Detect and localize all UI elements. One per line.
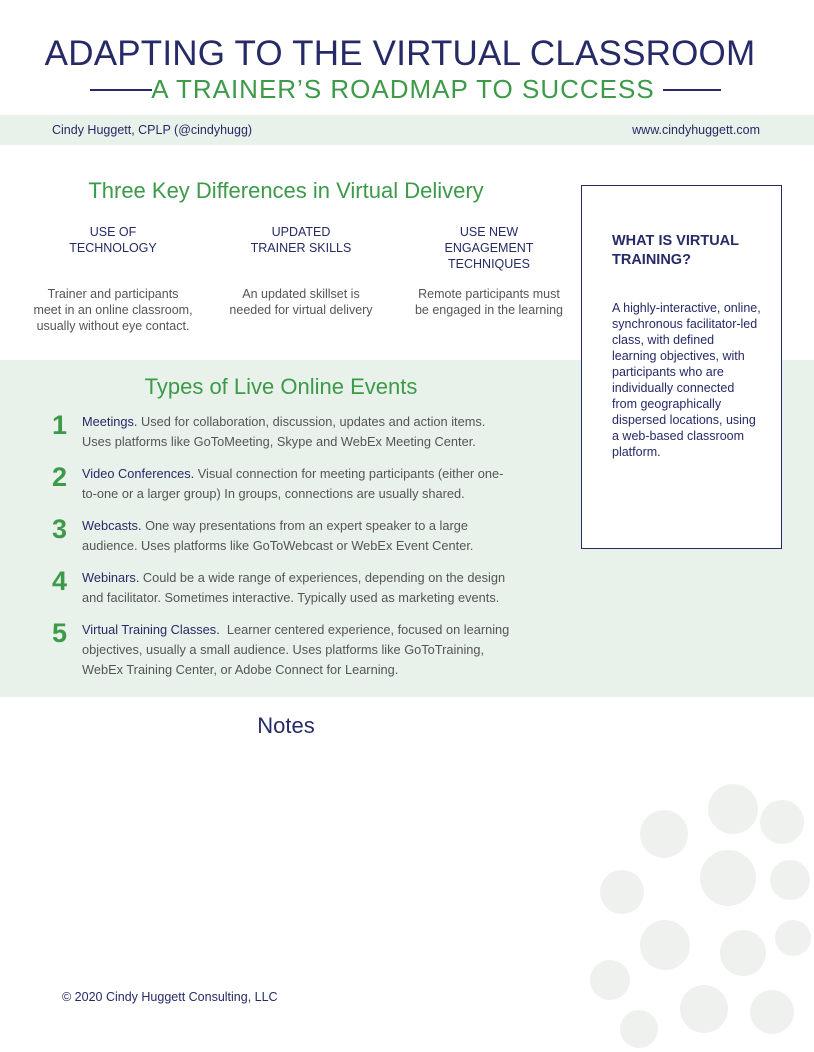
difference-title-line: ENGAGEMENT [444,241,534,255]
event-desc: One way presentations from an expert speaker to a large [141,518,469,533]
subtitle-row [0,74,814,106]
difference-item [206,224,396,318]
difference-title-line: USE NEW [459,225,519,239]
event-desc: Learner centered experience, focused on learning [219,622,510,637]
types-heading: Types of Live Online Events [144,374,418,399]
difference-title-line: UPDATED [271,225,331,239]
website-link[interactable]: www.cindyhuggett.com [632,123,760,137]
event-text [82,412,572,452]
event-line: Uses platforms like GoToMeeting, Skype and WebEx Meeting Center. [82,434,476,449]
difference-desc-line: meet in an online classroom, [33,303,193,317]
event-desc: Used for collaboration, discussion, updates and action items. [137,414,486,429]
author-band [0,115,814,145]
difference-desc-line: Remote participants must [418,287,560,301]
sidebar-heading: WHAT IS VIRTUAL TRAINING? [612,233,739,268]
difference-description [206,286,396,318]
event-text [82,516,572,556]
difference-title [206,224,396,286]
event-name: Virtual Training Classes. [82,622,220,637]
sidebar-text: A highly-interactive, online, synchronous facilitator-led class, with defined learning objectives, with participants who are individually connected from geographically dispersed locations, using a web-based classroom platform. [612,301,761,459]
event-name: Video Conferences. [82,466,195,481]
difference-title [18,224,208,286]
footer-copyright: © 2020 Cindy Huggett Consulting, LLC [62,990,278,1004]
event-text [82,620,572,680]
event-number: 3 [52,514,68,544]
author-name: Cindy Huggett, CPLP (@cindyhugg) [52,123,253,137]
difference-title-line: TECHNOLOGY [69,241,157,255]
notes-heading: Notes [257,713,315,738]
notes-area[interactable] [40,750,570,970]
page-title: ADAPTING TO THE VIRTUAL CLASSROOM [44,34,756,73]
event-line [82,620,572,640]
event-line: and facilitator. Sometimes interactive. Typically used as marketing events. [82,590,500,605]
page-subtitle: A TRAINER’S ROADMAP TO SUCCESS [151,74,655,104]
event-line: to-one or a larger group) In groups, connections are usually shared. [82,486,465,501]
event-name: Webinars. [82,570,140,585]
event-desc: Could be a wide range of experiences, depending on the design [139,570,506,585]
event-number: 2 [52,462,68,492]
event-line [82,412,572,432]
difference-title-line: TECHNIQUES [448,257,530,271]
event-text [82,464,572,504]
difference-item [18,224,208,334]
difference-title-line: TRAINER SKILLS [250,241,352,255]
difference-desc-line: be engaged in the learning [414,303,564,317]
event-line: objectives, usually a small audience. Uses platforms like GoToTraining, [82,642,485,657]
event-line: audience. Uses platforms like GoToWebcast or WebEx Event Center. [82,538,474,553]
definition-sidebar [581,185,782,549]
difference-desc-line: Trainer and participants [47,287,179,301]
event-number: 1 [52,410,68,440]
event-number: 4 [52,566,68,596]
event-line: WebEx Training Center, or Adobe Connect for Learning. [82,662,399,677]
difference-description [18,286,208,334]
event-name: Meetings. [82,414,138,429]
event-line [82,464,572,484]
event-number: 5 [52,618,68,648]
difference-title [394,224,584,286]
event-name: Webcasts. [82,518,142,533]
subtitle-rule-right [663,89,721,91]
difference-item [394,224,584,318]
event-line [82,516,572,536]
differences-heading: Three Key Differences in Virtual Delivery [88,178,484,203]
difference-desc-line: usually without eye contact. [36,319,190,333]
event-line [82,568,572,588]
event-desc: Visual connection for meeting participants (either one- [194,466,504,481]
difference-description [394,286,584,318]
difference-title-line: USE OF [89,225,137,239]
difference-desc-line: needed for virtual delivery [229,303,373,317]
event-text [82,568,572,608]
difference-desc-line: An updated skillset is [242,287,360,301]
